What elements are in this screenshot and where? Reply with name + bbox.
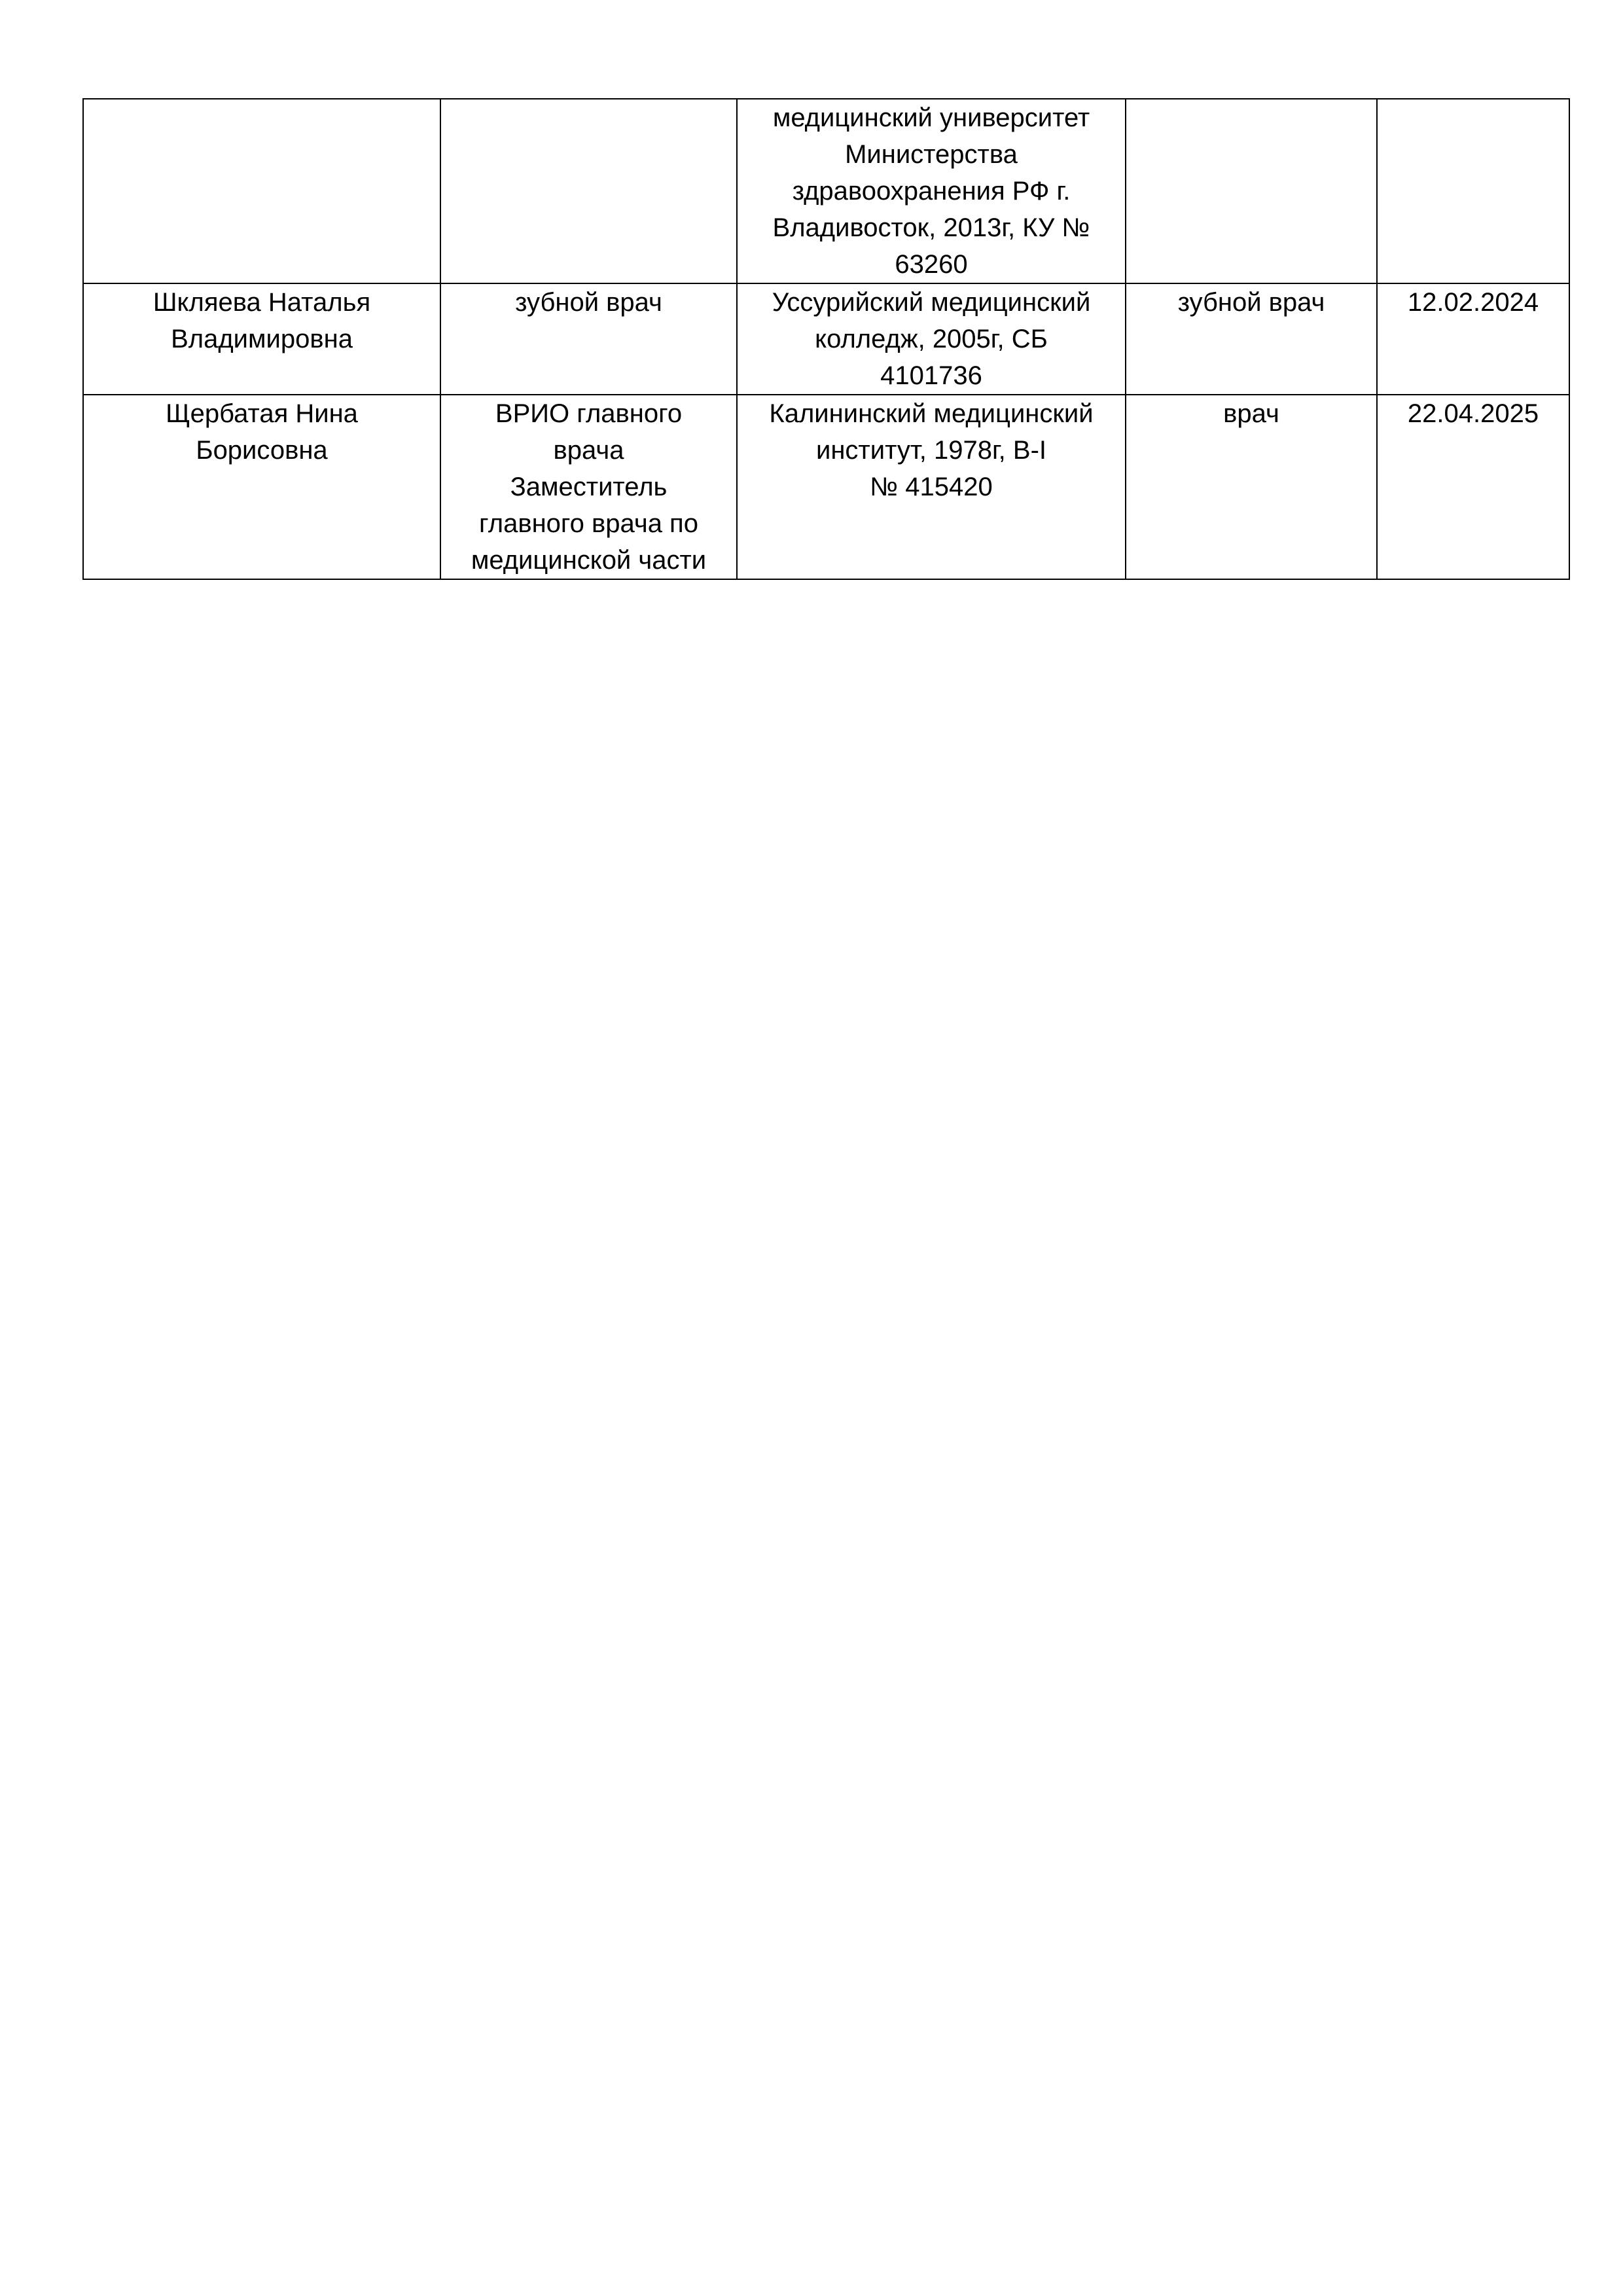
education-line: здравоохранения РФ г.: [792, 177, 1071, 206]
table-row: [83, 395, 1569, 579]
date-value: 12.02.2024: [1407, 288, 1539, 317]
date-value: 22.04.2025: [1407, 399, 1539, 428]
education-line: 4101736: [880, 361, 982, 390]
employee-name-cell: [83, 283, 440, 395]
education-line: медицинский университет: [772, 103, 1090, 132]
position-cell: [440, 283, 737, 395]
education-line: 63260: [895, 250, 968, 279]
employee-name-line: Владимировна: [171, 325, 353, 353]
education-line: Уссурийский медицинский: [772, 288, 1091, 317]
position-line: зубной врач: [515, 288, 662, 317]
date-cell: [1377, 283, 1569, 395]
position-line: главного врача по: [479, 509, 698, 538]
education-line: Владивосток, 2013г, КУ №: [772, 213, 1090, 242]
employee-name-cell: [83, 395, 440, 579]
education-line: № 415420: [870, 473, 993, 501]
education-line: колледж, 2005г, СБ: [815, 325, 1048, 353]
table-row: [83, 283, 1569, 395]
education-line: Министерства: [845, 140, 1018, 169]
employee-name-line: Щербатая Нина: [166, 399, 358, 428]
position-line: Заместитель: [510, 473, 668, 501]
education-cell: [737, 395, 1126, 579]
table-row: [83, 99, 1569, 283]
qualification-cell: [1126, 395, 1377, 579]
employee-name-cell: [83, 99, 440, 283]
education-cell: [737, 99, 1126, 283]
date-cell: [1377, 395, 1569, 579]
date-cell: [1377, 99, 1569, 283]
position-line: врача: [553, 436, 624, 465]
qualification-line: врач: [1223, 399, 1279, 428]
qualification-cell: [1126, 99, 1377, 283]
qualification-line: зубной врач: [1177, 288, 1325, 317]
employee-name-line: Борисовна: [196, 436, 328, 465]
position-cell: [440, 99, 737, 283]
qualification-cell: [1126, 283, 1377, 395]
employee-name-line: Шкляева Наталья: [152, 288, 371, 317]
staff-table: [82, 98, 1570, 580]
position-cell: [440, 395, 737, 579]
education-line: институт, 1978г, В-I: [815, 436, 1046, 465]
position-line: медицинской части: [471, 546, 707, 575]
education-line: Калининский медицинский: [769, 399, 1094, 428]
education-cell: [737, 283, 1126, 395]
position-line: ВРИО главного: [495, 399, 683, 428]
